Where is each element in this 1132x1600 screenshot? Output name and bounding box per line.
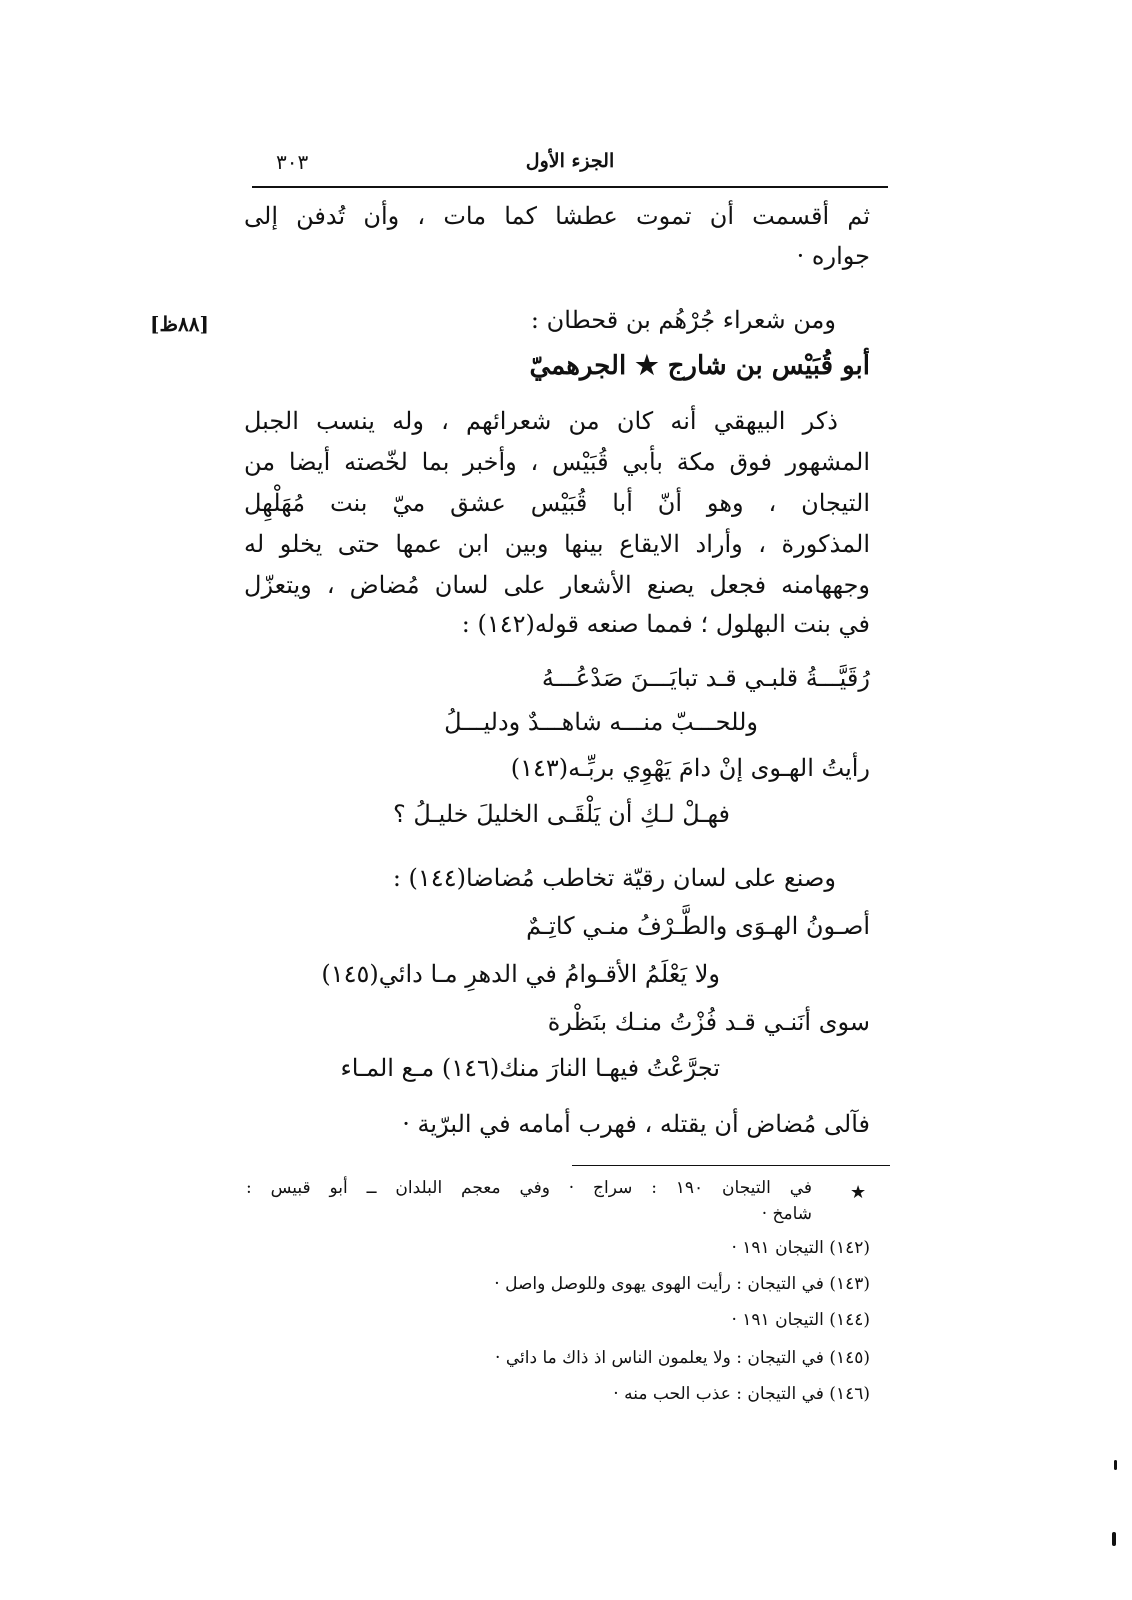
intro-line-1: ثم أقسمت أن تموت عطشا كما مات ، وأن تُدفن إلى (244, 202, 870, 230)
poem2-verse-3: سوى أنَنـي قـد فُزْتُ منـك بنَظْرة (547, 1008, 870, 1036)
poem1-verse-2: وللحـــبّ منـــه شاهـــدٌ ودليـــلُ (444, 708, 758, 736)
footnote-146: (١٤٦) في التيجان : عذب الحب منه · (613, 1384, 870, 1404)
closing-line: فآلى مُضاض أن يقتله ، فهرب أمامه في البرّية · (402, 1110, 870, 1138)
paragraph-line-3: التيجان ، وهو أنّ أبا قُبَيْس عشق ميّ بنت مُهَلْهِل (244, 489, 870, 517)
scan-edge-mark (1114, 1460, 1117, 1470)
footnote-144: (١٤٤) التيجان ١٩١ · (731, 1310, 870, 1330)
poem2-verse-1: أصـونُ الهـوَى والطَّـرْفُ منـي كاتِـمٌ (526, 912, 870, 940)
footnote-star-line-2: شامخ · (761, 1204, 812, 1224)
transition-line: وصنع على لسان رقيّة تخاطب مُضاضا(١٤٤) : (392, 864, 836, 892)
footnote-142: (١٤٢) التيجان ١٩١ · (731, 1238, 870, 1258)
header-title: الجزء الأول (525, 150, 615, 172)
paragraph-line-4: المذكورة ، وأراد الايقاع بينها وبين ابن عمها حتى يخلو له (244, 530, 870, 558)
footnote-star-line-1: في التيجان ١٩٠ : سراج · وفي معجم البلدان ــ أبو قبيس : (246, 1178, 812, 1198)
page-number: ٣٠٣ (276, 150, 309, 174)
footnote-145: (١٤٥) في التيجان : ولا يعلمون الناس اذ ذاك ما دائي · (495, 1348, 870, 1368)
paragraph-line-1: ذكر البيهقي أنه كان من شعرائهم ، وله ينسب الجبل (244, 407, 838, 435)
paragraph-line-6: في بنت البهلول ؛ فمما صنعه قوله(١٤٢) : (461, 610, 870, 638)
footnote-143: (١٤٣) في التيجان : رأيت الهوى يهوى وللوصل واصل · (494, 1274, 870, 1294)
margin-folio-reference: [٨٨ظ] (150, 312, 209, 336)
poem2-verse-2: ولا يَعْلَمُ الأقـوامُ في الدهرِ مـا دائي(١٤٥) (321, 960, 720, 988)
poem1-verse-1: رُقَيَّـــةُ قلبـي قـد تبايَـــنَ صَدْعُـــهُ (541, 664, 870, 692)
poem1-verse-4: فهـلْ لـكِ أن يَلْقَـى الخليلَ خليـلُ ؟ (393, 800, 730, 828)
intro-line-3: ومن شعراء جُرْهُم بن قحطان : (530, 306, 836, 334)
star-icon: ★ (850, 1182, 867, 1203)
poem2-verse-4: تجرَّعْتُ فيهـا النارَ منك(١٤٦) مـع المـاء (340, 1054, 720, 1082)
scan-edge-mark (1112, 1532, 1116, 1546)
intro-line-2: جواره · (796, 242, 870, 270)
running-header (252, 150, 888, 188)
poem1-verse-3: رأيتُ الهـوى إنْ دامَ يَهْوِي بربِّـه(١٤٣) (510, 754, 870, 782)
section-heading: أبو قُبَيْس بن شارج ★ الجرهميّ (529, 351, 870, 381)
paragraph-line-5: وجههامنه فجعل يصنع الأشعار على لسان مُضاض ، ويتعزّل (244, 571, 870, 599)
footnote-separator (572, 1165, 890, 1166)
paragraph-line-2: المشهور فوق مكة بأبي قُبَيْس ، وأخبر بما لخّصته أيضا من (244, 448, 870, 476)
